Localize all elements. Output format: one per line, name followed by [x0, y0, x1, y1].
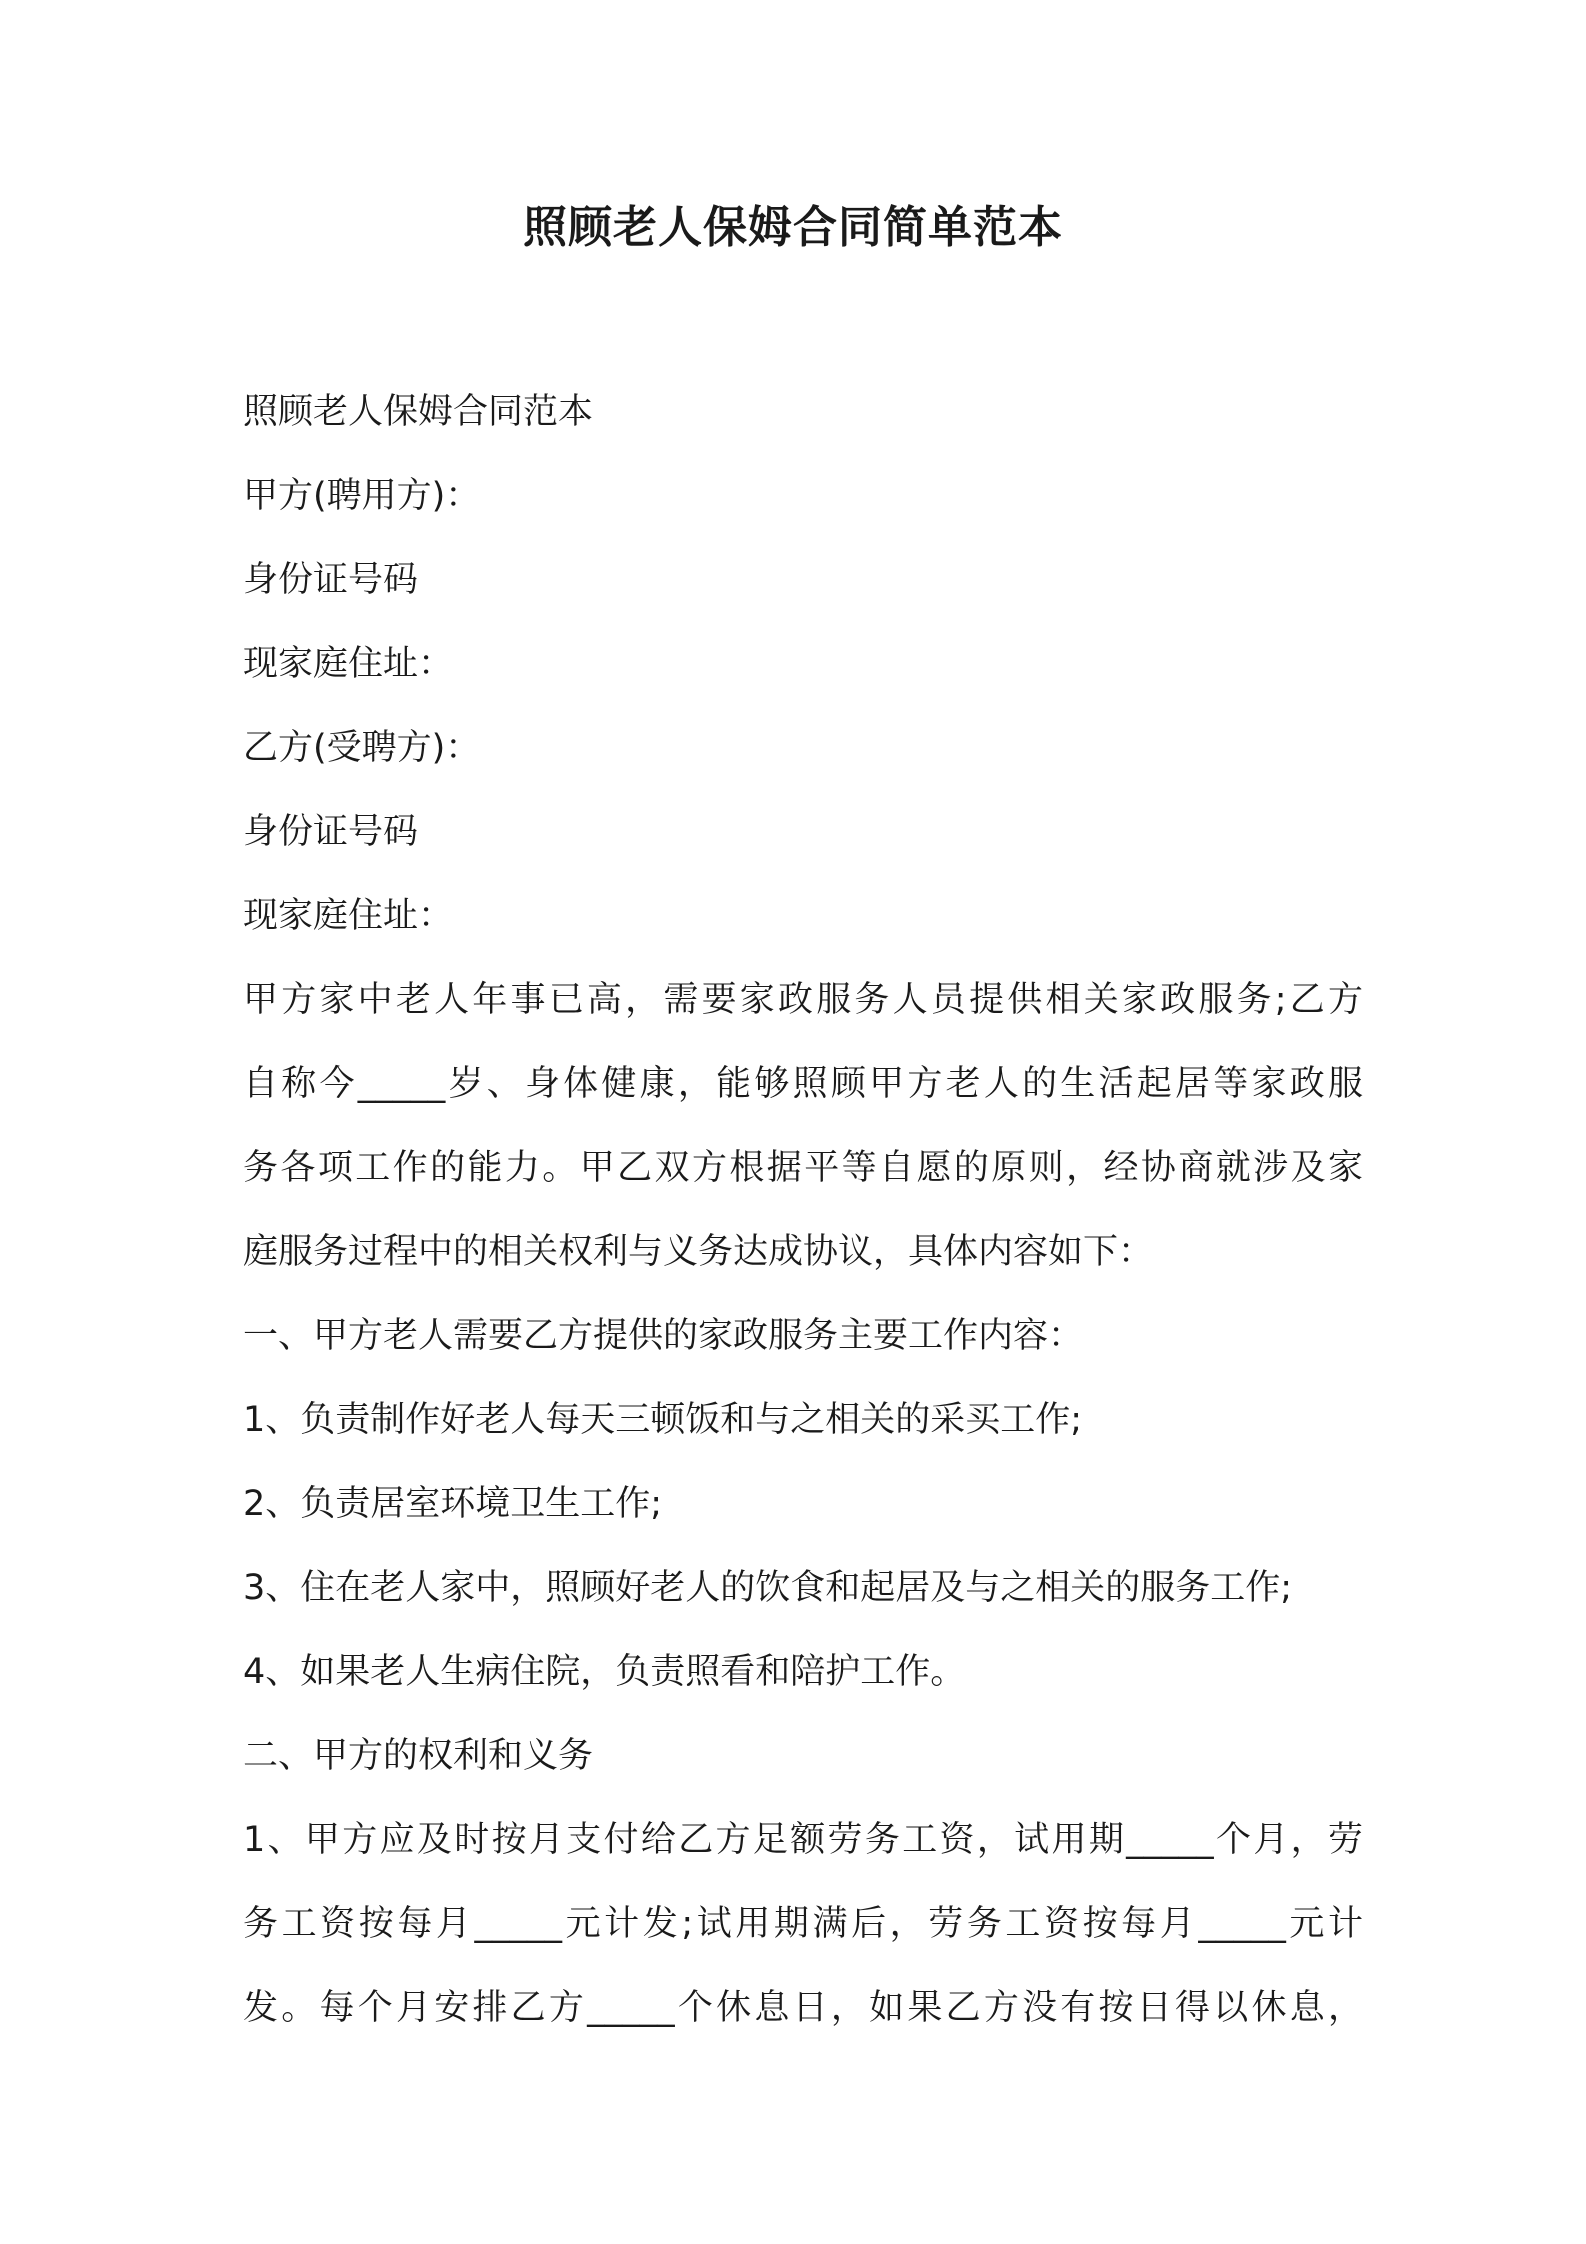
clause-item: 2、负责居室环境卫生工作; [243, 1484, 663, 1524]
party-a-address-label: 现家庭住址： [243, 644, 454, 684]
party-b-address-label: 现家庭住址： [243, 896, 454, 936]
preamble-line: 庭服务过程中的相关权利与义务达成协议，具体内容如下： [243, 1232, 1154, 1272]
page-title: 照顾老人保姆合同简单范本 [523, 202, 1063, 253]
clause-item: 1、甲方应及时按月支付给乙方足额劳务工资，试用期_____个月，劳 [243, 1820, 1363, 1860]
preamble-line: 自称今_____岁、身体健康，能够照顾甲方老人的生活起居等家政服 [243, 1064, 1363, 1104]
clause-item: 务工资按每月_____元计发;试用期满后，劳务工资按每月_____元计 [243, 1904, 1363, 1944]
preamble-line: 务各项工作的能力。甲乙双方根据平等自愿的原则，经协商就涉及家 [243, 1148, 1363, 1188]
party-a-id-label: 身份证号码 [243, 560, 419, 600]
preamble-line: 甲方家中老人年事已高，需要家政服务人员提供相关家政服务;乙方 [243, 980, 1363, 1020]
clause-item: 1、负责制作好老人每天三顿饭和与之相关的采买工作; [243, 1400, 1083, 1440]
section-heading: 二、甲方的权利和义务 [243, 1736, 594, 1776]
clause-item: 发。每个月安排乙方_____个休息日，如果乙方没有按日得以休息， [243, 1988, 1363, 2028]
party-b-id-label: 身份证号码 [243, 812, 419, 852]
document-body [243, 370, 1363, 2050]
clause-item: 4、如果老人生病住院，负责照看和陪护工作。 [243, 1652, 966, 1692]
subtitle-line: 照顾老人保姆合同范本 [243, 392, 594, 432]
clause-item: 3、住在老人家中，照顾好老人的饮食和起居及与之相关的服务工作; [243, 1568, 1293, 1608]
section-heading: 一、甲方老人需要乙方提供的家政服务主要工作内容： [243, 1316, 1084, 1356]
party-a-label: 甲方(聘用方)： [243, 476, 481, 516]
party-b-label: 乙方(受聘方)： [243, 728, 481, 768]
